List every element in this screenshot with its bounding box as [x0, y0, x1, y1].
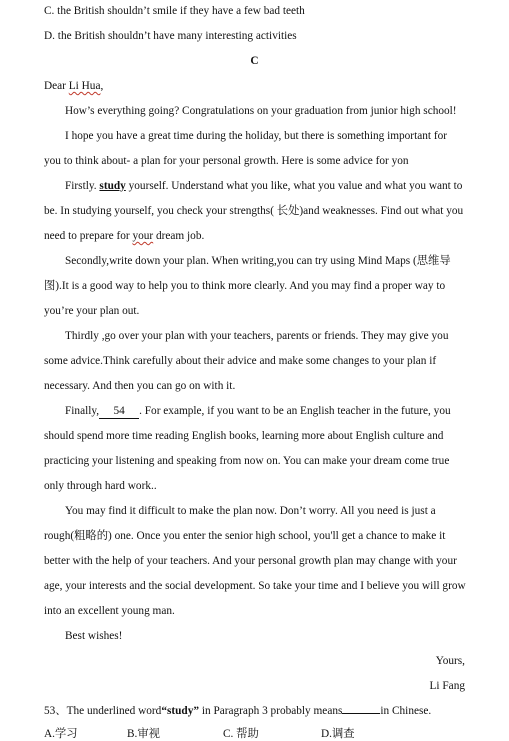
p3-l3-prefix: need to prepare for	[44, 230, 133, 242]
paragraph-6-line-3: practicing your listening and speaking from now on. You can make your dream come true	[44, 455, 450, 467]
underlined-word-study: study	[99, 180, 126, 192]
paragraph-5-line-2: some advice.Think carefully about their advice and make some changes to your plan if	[44, 355, 437, 367]
paragraph-3-line-2: be. In studying yourself, you check your strengths( 长处)and weaknesses. Find out what you	[44, 205, 464, 217]
p3-l3-rest: dream job.	[153, 230, 205, 242]
p6-prefix: Finally,	[65, 405, 100, 417]
paragraph-2-line-2: you to think about- a plan for your personal growth. Here is some advice for yon	[44, 155, 409, 167]
paragraph-4-line-3: you’re your plan out.	[44, 305, 140, 317]
option-a: A.学习	[44, 728, 78, 740]
p3-l3-wavy-word: your	[132, 230, 154, 242]
answer-blank	[342, 713, 380, 714]
p6-rest: . For example, if you want to be an English teacher in the future, you	[139, 405, 451, 417]
paragraph-5-line-3: necessary. And then you can go on with it.	[44, 380, 236, 392]
paragraph-7-line-1: You may find it difficult to make the plan now. Don’t worry. All you need is just a	[65, 505, 436, 517]
paragraph-1: How’s everything going? Congratulations on your graduation from junior high school!	[65, 105, 457, 117]
p3-rest: yourself. Understand what you like, what you value and what you want to	[125, 180, 463, 192]
paragraph-2-line-1: I hope you have a great time during the holiday, but there is something important for	[65, 130, 448, 142]
question-middle: in Paragraph 3 probably means	[199, 705, 343, 717]
paragraph-6-line-4: only through hard work..	[44, 480, 157, 492]
prev-option-c: C. the British shouldn’t smile if they have a few bad teeth	[44, 5, 305, 17]
option-c: C. 帮助	[223, 728, 259, 740]
paragraph-7-line-4: age, your interests and the social development. So take your time and I believe you will grow	[44, 580, 466, 592]
option-d: D.调查	[321, 728, 355, 740]
paragraph-7-line-3: better with the help of your teachers. And your personal growth plan may change with your	[44, 555, 457, 567]
paragraph-6-line-1	[65, 404, 451, 419]
question-options	[44, 727, 355, 741]
paragraph-3-line-1	[65, 179, 462, 193]
paragraph-5-line-1: Thirdly ,go over your plan with your teachers, parents or friends. They may give you	[65, 330, 449, 342]
letter-yours: Yours,	[435, 655, 465, 667]
letter-greeting	[44, 79, 103, 93]
prev-option-d: D. the British shouldn’t have many interesting activities	[44, 30, 297, 42]
question-suffix: in Chinese.	[380, 705, 432, 717]
letter-closing: Best wishes!	[65, 630, 123, 642]
greeting-prefix: Dear	[44, 80, 69, 92]
question-quoted-word: “study”	[161, 705, 200, 717]
paragraph-6-line-2: should spend more time reading English books, learning more about English culture and	[44, 430, 444, 442]
paragraph-4-line-2: 图).It is a good way to help you to think more clearly. And you may find a proper way to	[44, 280, 446, 292]
paragraph-7-line-5: into an excellent young man.	[44, 605, 175, 617]
greeting-comma: ,	[100, 80, 104, 92]
blank-54: 54	[99, 404, 139, 419]
question-53	[44, 704, 431, 718]
option-b: B.审视	[127, 728, 160, 740]
paragraph-7-line-2: rough(粗略的) one. Once you enter the senior high school, you'll get a chance to make it	[44, 530, 446, 542]
question-prefix: 53、The underlined word	[44, 705, 162, 717]
paragraph-3-line-3	[44, 229, 204, 243]
greeting-name: Li Hua	[68, 80, 101, 92]
p3-prefix: Firstly.	[65, 180, 100, 192]
letter-signature: Li Fang	[429, 680, 465, 692]
section-label: C	[250, 55, 259, 67]
paragraph-4-line-1: Secondly,write down your plan. When writing,you can try using Mind Maps (思维导	[65, 255, 451, 267]
